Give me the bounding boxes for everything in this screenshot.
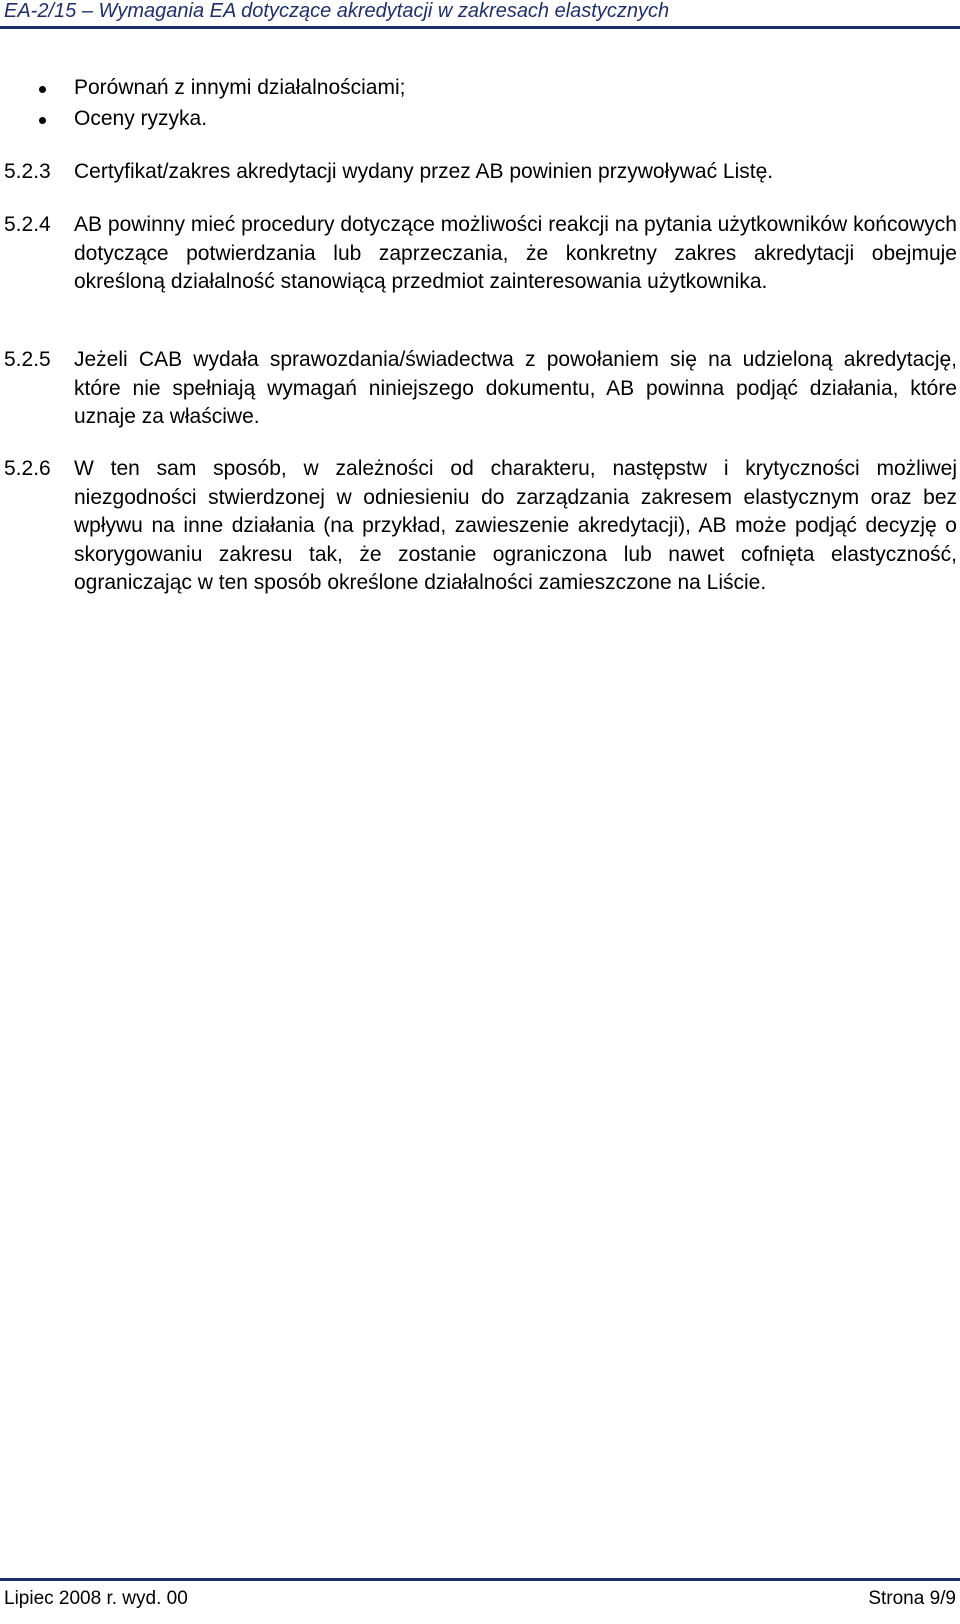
bullet-icon bbox=[39, 117, 46, 124]
section-number: 5.2.3 bbox=[4, 160, 51, 183]
section-text: AB powinny mieć procedury dotyczące możliwości reakcji na pytania użytkowników końcowych dotyczące potwierdzania lub zaprzeczania, że konkretny zakres akredytacji obejmuje określoną działalność stanowiącą przedmiot zainteresowania użytkownika. bbox=[74, 213, 957, 293]
page-header bbox=[0, 0, 960, 30]
list-item bbox=[0, 74, 960, 105]
list-item-text: Porównań z innymi działalnościami; bbox=[74, 76, 406, 99]
bullet-list bbox=[0, 74, 960, 136]
section-text: W ten sam sposób, w zależności od charakteru, następstw i krytyczności możliwej niezgodności stwierdzonej w odniesieniu do zarządzania zakresem elastycznym oraz bez wpływu na inne działania (na przykład, zawieszenie akredytacji), AB może podjąć decyzję o skorygowaniu zakresu tak, że zostanie ograniczona lub nawet cofnięta elastyczność, ograniczając w ten sposób określone działalności zamieszczone na Liście. bbox=[74, 457, 957, 594]
section-number: 5.2.4 bbox=[4, 213, 51, 236]
section-number: 5.2.6 bbox=[4, 457, 51, 480]
bullet-icon bbox=[39, 86, 46, 93]
footer-divider bbox=[0, 1578, 960, 1581]
header-divider bbox=[0, 26, 960, 29]
document-title: EA-2/15 – Wymagania EA dotyczące akredytacji w zakresach elastycznych bbox=[4, 0, 670, 22]
list-item bbox=[0, 105, 960, 136]
page-footer bbox=[0, 1578, 960, 1624]
section-text: Certyfikat/zakres akredytacji wydany przez AB powinien przywoływać Listę. bbox=[74, 160, 774, 183]
page-number: Strona 9/9 bbox=[868, 1588, 956, 1609]
section-text: Jeżeli CAB wydała sprawozdania/świadectwa z powołaniem się na udzieloną akredytację, które nie spełniają wymagań niniejszego dokumentu, AB powinna podjąć działania, które uznaje za właściwe. bbox=[74, 348, 957, 428]
section-number: 5.2.5 bbox=[4, 348, 51, 371]
edition-date: Lipiec 2008 r. wyd. 00 bbox=[4, 1588, 188, 1609]
list-item-text: Oceny ryzyka. bbox=[74, 107, 208, 130]
